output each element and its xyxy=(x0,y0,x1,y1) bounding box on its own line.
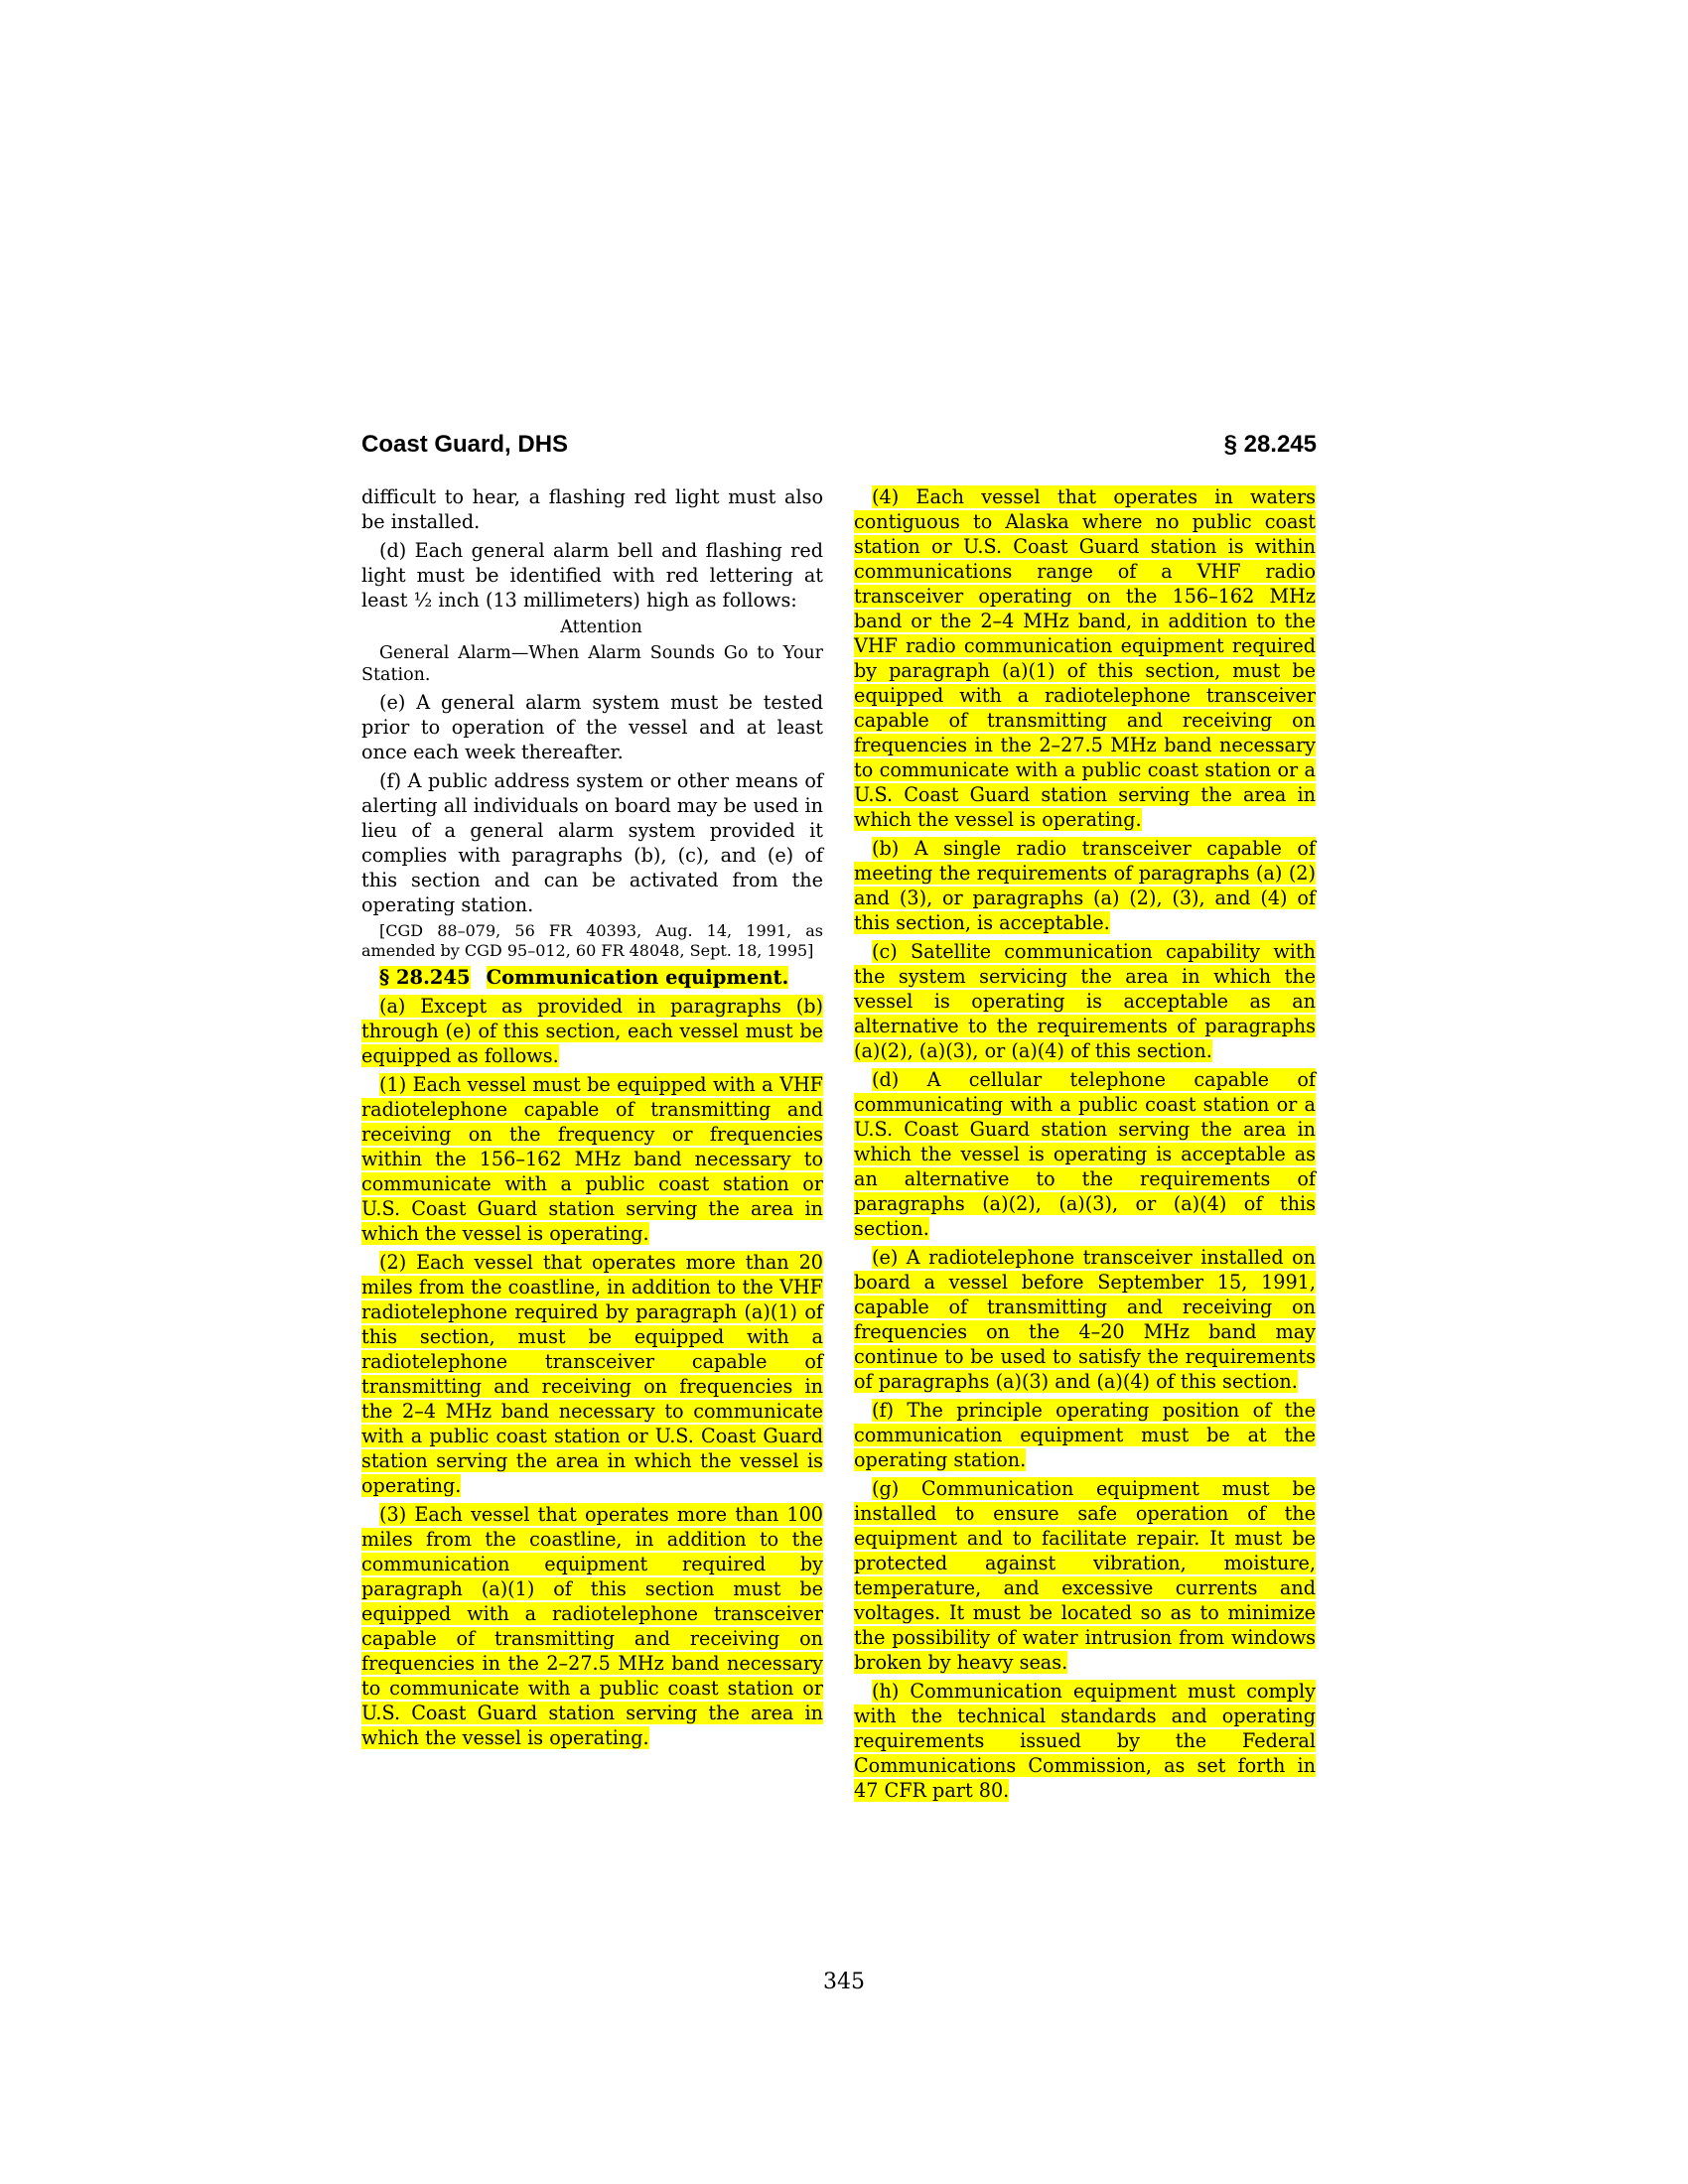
paragraph-a3 xyxy=(361,1502,823,1750)
highlighted-text: (4) Each vessel that operates in waters contiguous to Alaska where no public coast station or U.S. Coast Guard station is within communications range of a VHF radio transceiver operating on the 156–162 MHz band or the 2–4 MHz band, in addition to the VHF radio communication equipment required by paragraph (a)(1) of this section, must be equipped with a radiotelephone transceiver capable of transmitting and receiving on frequencies in the 2–27.5 MHz band necessary to communicate with a public coast station or a U.S. Coast Guard station serving the area in which the vessel is operating. xyxy=(854,485,1316,831)
paragraph-d xyxy=(854,1067,1316,1241)
left-column xyxy=(361,484,823,1754)
notice-title: Attention xyxy=(560,617,642,637)
paragraph-a2 xyxy=(361,1250,823,1498)
highlighted-text: (a) Except as provided in paragraphs (b) through (e) of this section, each vessel must be equipped as follows. xyxy=(361,995,823,1067)
paragraph-a4 xyxy=(854,484,1316,832)
paragraph-f xyxy=(854,1398,1316,1472)
paragraph-continued: difficult to hear, a flashing red light must also be installed. xyxy=(361,485,823,533)
highlighted-text: (e) A radiotelephone transceiver installed on board a vessel before September 15, 1991, capable of transmitting and receiving on frequencies on the 4–20 MHz band may continue to be used to satisfy the requirements of paragraphs (a)(3) and (a)(4) of this section. xyxy=(854,1246,1316,1393)
paragraph-e-alarm-test: (e) A general alarm system must be tested prior to operation of the vessel and at least once each week thereafter. xyxy=(361,691,823,763)
paragraph-c xyxy=(854,939,1316,1063)
paragraph-g xyxy=(854,1476,1316,1675)
paragraph-a xyxy=(361,994,823,1068)
highlighted-text: (c) Satellite communication capability with the system servicing the area in which the vessel is operating is acceptable as an alternative to the requirements of paragraphs (a)(2), (a)(3), or (a)(4) of this section. xyxy=(854,940,1316,1062)
paragraph-a1 xyxy=(361,1072,823,1246)
highlighted-text: (1) Each vessel must be equipped with a VHF radiotelephone capable of transmitting and receiving on the frequency or frequencies within the 156–162 MHz band necessary to communicate with a public coast station or U.S. Coast Guard station serving the area in which the vessel is operating. xyxy=(361,1073,823,1245)
highlighted-text: (h) Communication equipment must comply with the technical standards and operating requirements issued by the Federal Communications Commission, as set forth in 47 CFR part 80. xyxy=(854,1680,1316,1802)
paragraph-e xyxy=(854,1245,1316,1394)
section-title: Communication equipment. xyxy=(486,966,789,989)
notice-body: General Alarm—When Alarm Sounds Go to Your Station. xyxy=(361,643,823,685)
section-number: § 28.245 xyxy=(379,966,471,989)
section-heading xyxy=(361,965,823,990)
highlighted-text: (g) Communication equipment must be installed to ensure safe operation of the equipment and to facilitate repair. It must be protected against vibration, moisture, temperature, and excessive currents and voltages. It must be located so as to minimize the possibility of water intrusion from windows broken by heavy seas. xyxy=(854,1477,1316,1674)
paragraph-b xyxy=(854,836,1316,935)
page-number: 345 xyxy=(823,1970,865,1994)
running-header-left: Coast Guard, DHS xyxy=(361,431,569,458)
highlighted-text: (2) Each vessel that operates more than 20 miles from the coastline, in addition to the VHF radiotelephone required by paragraph (a)(1) of this section, must be equipped with a radiotelephone transceiver capable of transmitting and receiving on frequencies in the 2–4 MHz band necessary to communicate with a public coast station or U.S. Coast Guard station serving the area in which the vessel is operating. xyxy=(361,1251,823,1497)
paragraph-f-public-address: (f) A public address system or other means of alerting all individuals on board may be used in lieu of a general alarm system provided it complies with paragraphs (b), (c), and (e) of this section and can be activated from the operating station. xyxy=(361,769,823,916)
highlighted-text: (f) The principle operating position of the communication equipment must be at the operating station. xyxy=(854,1399,1316,1471)
highlighted-text: (d) A cellular telephone capable of communicating with a public coast station or a U.S. Coast Guard station serving the area in which the vessel is operating is acceptable as an alternative to the requirements of paragraphs (a)(2), (a)(3), or (a)(4) of this section. xyxy=(854,1068,1316,1240)
paragraph-d-alarm-label: (d) Each general alarm bell and flashing red light must be identified with red lettering at least ½ inch (13 millimeters) high as follows: xyxy=(361,539,823,612)
highlighted-text: (b) A single radio transceiver capable of meeting the requirements of paragraphs (a) (2) and (3), or paragraphs (a) (2), (3), and (4) of this section, is acceptable. xyxy=(854,837,1316,934)
highlighted-text: (3) Each vessel that operates more than 100 miles from the coastline, in addition to the communication equipment required by paragraph (a)(1) of this section must be equipped with a radiotelephone transceiver capable of transmitting and receiving on frequencies in the 2–27.5 MHz band necessary to communicate with a public coast station or U.S. Coast Guard station serving the area in which the vessel is operating. xyxy=(361,1503,823,1749)
paragraph-h xyxy=(854,1679,1316,1803)
running-header-right: § 28.245 xyxy=(1223,431,1317,458)
source-citation: [CGD 88–079, 56 FR 40393, Aug. 14, 1991, as amended by CGD 95–012, 60 FR 48048, Sept. 18, 1995] xyxy=(361,921,823,960)
right-column xyxy=(854,484,1316,1807)
